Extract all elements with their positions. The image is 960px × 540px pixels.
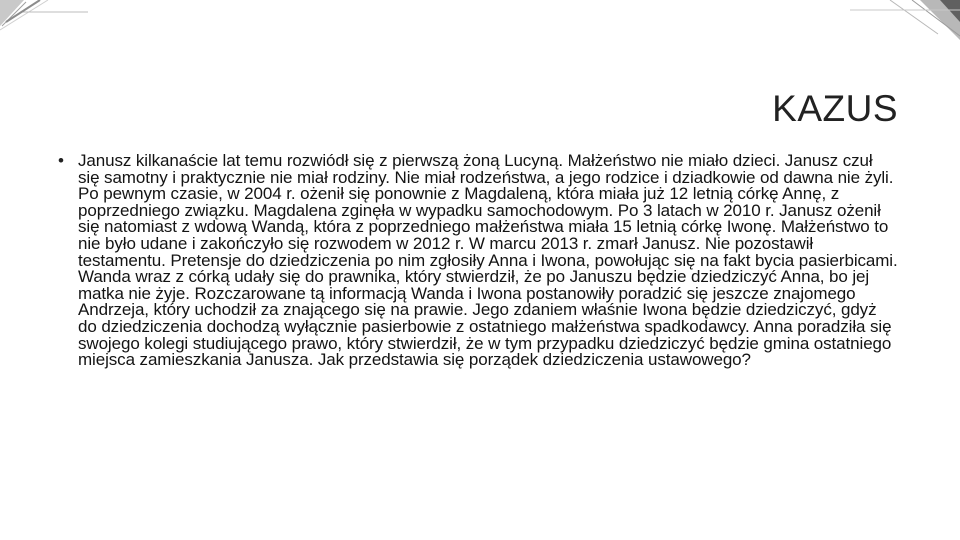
- slide-body: [58, 153, 898, 369]
- case-description-text: Janusz kilkanaście lat temu rozwiódł się z pierwszą żoną Lucyną. Małżeństwo nie miało dzieci. Janusz czuł się samotny i praktycznie nie miał rodziny. Nie miał rodzeństwa, a jego rodzice i dziadkowie od dawna nie żyli. Po pewnym czasie, w 2004 r. ożenił się ponownie z Magdaleną, która miała już 12 letnią córkę Annę, z poprzedniego związku. Magdalena zginęła w wypadku samochodowym. Po 3 latach w 2010 r. Janusz ożenił się natomiast z wdową Wandą, która z poprzedniego małżeństwa miała 15 letnią córkę Iwonę. Małżeństwo to nie było udane i zakończyło się rozwodem w 2012 r. W marcu 2013 r. zmarł Janusz. Nie pozostawił testamentu. Pretensje do dziedziczenia po nim zgłosiły Anna i Iwona, powołując się na fakt bycia pasierbicami. Wanda wraz z córką udały się do prawnika, który stwierdził, że po Januszu będzie dziedziczyć Anna, bo jej matka nie żyje. Rozczarowane tą informacją Wanda i Iwona postanowiły poradzić się jeszcze znajomego Andrzeja, który uchodził za znającego się na prawie. Jego zdaniem właśnie Iwona będzie dziedziczyć, gdyż do dziedziczenia dochodzą wyłącznie pasierbowie z ostatniego małżeństwa spadkodawcy. Anna poradziła się swojego kolegi studiującego prawo, który stwierdził, że w tym przypadku dziedziczyć będzie gmina ostatniego miejsca zamieszkania Janusza. Jak przedstawia się porządek dziedziczenia ustawowego?: [78, 151, 898, 370]
- slide-title: KAZUS: [772, 88, 898, 129]
- top-right-corner-decoration: [850, 0, 960, 42]
- top-left-corner-decoration: [0, 0, 90, 34]
- bullet-marker: •: [58, 151, 64, 170]
- bullet-item: [58, 153, 898, 369]
